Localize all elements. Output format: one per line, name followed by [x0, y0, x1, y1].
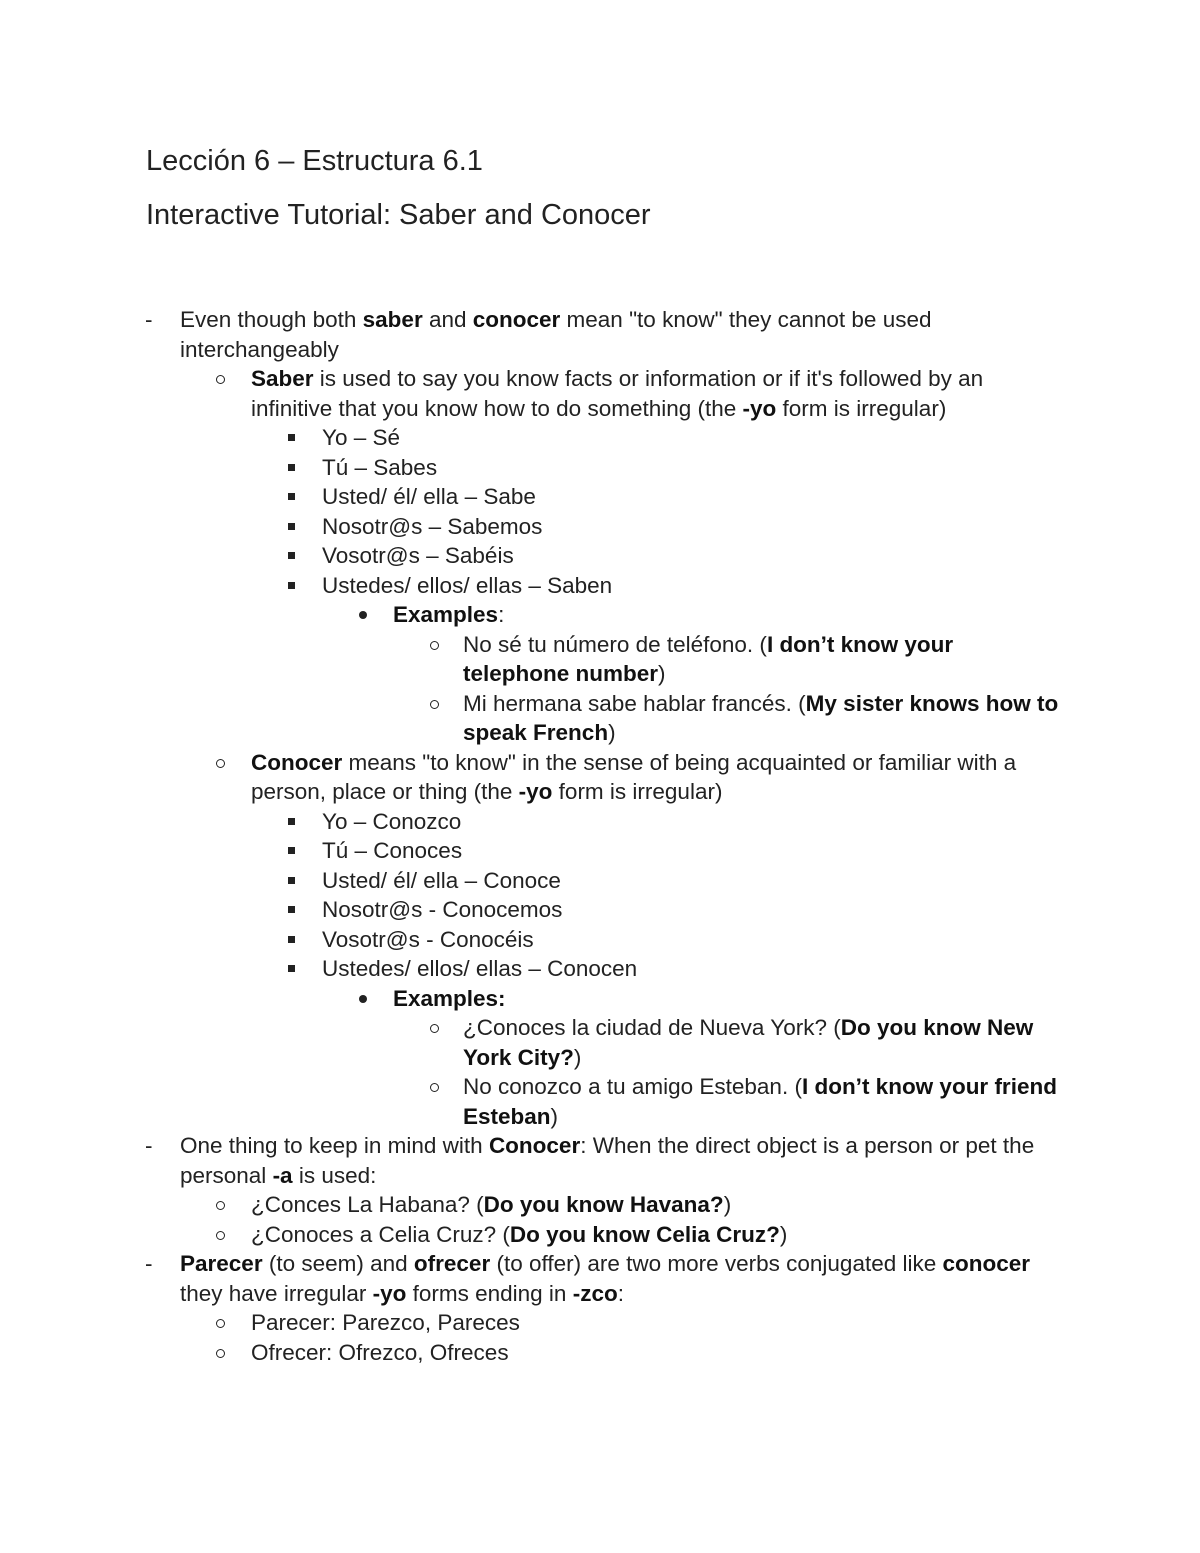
- text-run: ): [779, 1221, 788, 1247]
- list-item-text: [463, 689, 1063, 748]
- bold-text: Examples:: [393, 985, 506, 1011]
- bold-text: Conocer: [251, 749, 343, 775]
- list-item-text: [251, 1338, 1061, 1368]
- bold-text: Examples: [393, 602, 499, 627]
- list-item: [0, 482, 1200, 512]
- text-run: ): [550, 1103, 559, 1129]
- list-item: [0, 453, 1200, 483]
- text-run: Yo – Sé: [322, 425, 400, 450]
- text-run: ): [723, 1192, 732, 1217]
- text-run: Nosotr@s – Sabemos: [322, 513, 543, 539]
- circle-bullet-icon: [430, 641, 439, 650]
- square-bullet-icon: [288, 493, 295, 500]
- list-item-text: [251, 364, 1061, 423]
- text-run: : When the direct object is a person or pet the personal: [180, 1133, 1035, 1188]
- text-run: mean "to know" they cannot be used interchangeably: [180, 307, 932, 362]
- list-item: [0, 925, 1200, 955]
- text-run: (to offer) are two more verbs conjugated like: [490, 1251, 943, 1276]
- dash-bullet: -: [145, 307, 153, 332]
- text-run: :: [617, 1280, 624, 1306]
- text-run: means "to know" in the sense of being acquainted or familiar with a person, place or thing (the: [251, 749, 1017, 804]
- list-item: [0, 512, 1200, 542]
- bold-text: -a: [272, 1162, 293, 1188]
- bullet-list-level-4: [0, 1013, 1200, 1131]
- bullet-list-level-1: [0, 1190, 1200, 1249]
- list-item: [0, 748, 1200, 1132]
- text-run: One thing to keep in mind with: [180, 1133, 489, 1158]
- bullet-list-level-2: [0, 423, 1200, 748]
- square-bullet-icon: [288, 582, 295, 589]
- text-run: No conozco a tu amigo Esteban. (: [463, 1074, 802, 1099]
- list-item-text: [322, 571, 1062, 601]
- bold-text: ofrecer: [413, 1251, 491, 1276]
- text-run: No sé tu número de teléfono. (: [463, 631, 767, 657]
- square-bullet-icon: [288, 552, 295, 559]
- bold-text: My sister knows how to speak French: [463, 690, 1059, 745]
- square-bullet-icon: [288, 877, 295, 884]
- bold-text: -yo: [518, 779, 553, 804]
- list-item-text: [393, 984, 1063, 1014]
- list-item-text: [322, 954, 1062, 984]
- bullet-list-level-1: [0, 364, 1200, 1131]
- text-run: Mi hermana sabe hablar francés. (: [463, 690, 806, 716]
- bold-text: Do you know Havana?: [483, 1192, 724, 1217]
- list-item: [0, 630, 1200, 689]
- text-run: (to seem) and: [262, 1251, 414, 1276]
- bold-text: Do you know Celia Cruz?: [509, 1221, 780, 1247]
- circle-bullet-icon: [216, 1201, 225, 1210]
- text-run: they have irregular: [180, 1280, 373, 1306]
- bold-text: I don’t know your telephone number: [463, 631, 954, 686]
- text-run: Vosotr@s - Conocéis: [322, 926, 534, 952]
- bold-text: conocer: [942, 1251, 1031, 1276]
- list-item-text: [180, 1131, 1060, 1190]
- bullet-list-level-1: [0, 1308, 1200, 1367]
- list-item: [0, 807, 1200, 837]
- list-item: [0, 836, 1200, 866]
- circle-bullet-icon: [216, 1231, 225, 1240]
- list-item: [0, 600, 1200, 748]
- list-item: [0, 364, 1200, 748]
- list-item-text: [251, 748, 1061, 807]
- list-item-text: [322, 895, 1062, 925]
- bold-text: conocer: [472, 307, 561, 332]
- list-item: [0, 954, 1200, 1131]
- bullet-list-level-4: [0, 630, 1200, 748]
- list-item-text: [322, 866, 1062, 896]
- list-item: [0, 1072, 1200, 1131]
- text-run: Ustedes/ ellos/ ellas – Conocen: [322, 956, 638, 981]
- list-item-text: [251, 1190, 1061, 1220]
- bullet-list-level-3: [0, 984, 1200, 1132]
- text-run: Parecer: Parezco, Pareces: [251, 1310, 520, 1335]
- list-item-text: [180, 305, 1060, 364]
- list-item: [0, 571, 1200, 748]
- text-run: forms ending in: [406, 1280, 573, 1306]
- list-item: [0, 305, 1200, 1131]
- list-item-text: [180, 1249, 1060, 1308]
- square-bullet-icon: [288, 434, 295, 441]
- list-item-text: [393, 600, 1063, 630]
- bold-text: Do you know New York City?: [463, 1015, 1034, 1070]
- text-run: Vosotr@s – Sabéis: [322, 543, 514, 568]
- list-item: [0, 984, 1200, 1132]
- circle-bullet-icon: [216, 1319, 225, 1328]
- text-run: is used:: [292, 1162, 377, 1188]
- list-item-text: [322, 512, 1062, 542]
- list-item: [0, 1249, 1200, 1367]
- text-run: :: [498, 602, 505, 627]
- square-bullet-icon: [288, 936, 295, 943]
- circle-bullet-icon: [216, 375, 225, 384]
- text-run: and: [422, 307, 473, 332]
- circle-bullet-icon: [430, 1024, 439, 1033]
- list-item: [0, 1338, 1200, 1368]
- list-item: [0, 689, 1200, 748]
- square-bullet-icon: [288, 906, 295, 913]
- list-item: [0, 895, 1200, 925]
- list-item: [0, 1013, 1200, 1072]
- square-bullet-icon: [288, 523, 295, 530]
- text-run: Even though both: [180, 307, 363, 332]
- list-item-text: [463, 1072, 1063, 1131]
- circle-bullet-icon: [430, 700, 439, 709]
- square-bullet-icon: [288, 464, 295, 471]
- list-item-text: [251, 1308, 1061, 1338]
- bold-text: -yo: [372, 1280, 407, 1306]
- list-item: [0, 541, 1200, 571]
- dash-bullet: -: [145, 1251, 153, 1276]
- circle-bullet-icon: [430, 1083, 439, 1092]
- text-run: Yo – Conozco: [322, 808, 462, 834]
- text-run: is used to say you know facts or information or if it's followed by an infinitive that you know how to do something (the: [251, 366, 984, 421]
- disc-bullet-icon: [359, 611, 367, 619]
- text-run: Nosotr@s - Conocemos: [322, 897, 563, 922]
- list-item-text: [322, 423, 1062, 453]
- list-item: [0, 1220, 1200, 1250]
- bold-text: Conocer: [488, 1133, 581, 1158]
- notes-outline: [0, 305, 1200, 1367]
- list-item-text: [463, 630, 1063, 689]
- list-item-text: [251, 1220, 1061, 1250]
- text-run: Tú – Conoces: [322, 838, 463, 863]
- text-run: ¿Conces La Habana? (: [251, 1192, 484, 1217]
- disc-bullet-icon: [359, 995, 367, 1003]
- list-item: [0, 866, 1200, 896]
- bullet-list-level-3: [0, 600, 1200, 748]
- text-run: ): [658, 661, 666, 686]
- bullet-list-level-2: [0, 807, 1200, 1132]
- bullet-list-level-0: [0, 305, 1200, 1367]
- text-run: ): [608, 720, 616, 745]
- circle-bullet-icon: [216, 759, 225, 768]
- bold-text: -yo: [742, 395, 777, 421]
- list-item-text: [322, 453, 1062, 483]
- bold-text: -zco: [572, 1280, 618, 1306]
- text-run: Usted/ él/ ella – Conoce: [322, 867, 561, 893]
- text-run: form is irregular): [552, 779, 723, 804]
- list-item-text: [463, 1013, 1063, 1072]
- list-item-text: [322, 925, 1062, 955]
- list-item-text: [322, 807, 1062, 837]
- list-item: [0, 1190, 1200, 1220]
- square-bullet-icon: [288, 965, 295, 972]
- text-run: ): [573, 1044, 582, 1070]
- list-item-text: [322, 482, 1062, 512]
- bold-text: Saber: [251, 366, 314, 391]
- dash-bullet: -: [145, 1133, 153, 1158]
- square-bullet-icon: [288, 847, 295, 854]
- list-item: [0, 423, 1200, 453]
- list-item-text: [322, 836, 1062, 866]
- list-item-text: [322, 541, 1062, 571]
- circle-bullet-icon: [216, 1349, 225, 1358]
- text-run: ¿Conoces a Celia Cruz? (: [251, 1221, 510, 1247]
- list-item: [0, 1308, 1200, 1338]
- text-run: Tú – Sabes: [322, 454, 438, 480]
- list-item: [0, 1131, 1200, 1249]
- bold-text: I don’t know your friend Esteban: [463, 1074, 1057, 1129]
- page-title: Lección 6 – Estructura 6.1: [146, 145, 483, 177]
- text-run: ¿Conoces la ciudad de Nueva York? (: [463, 1015, 841, 1040]
- bold-text: Parecer: [180, 1251, 263, 1276]
- bold-text: saber: [362, 307, 423, 332]
- square-bullet-icon: [288, 818, 295, 825]
- text-run: Ofrecer: Ofrezco, Ofreces: [251, 1339, 509, 1365]
- text-run: form is irregular): [776, 395, 947, 421]
- text-run: Ustedes/ ellos/ ellas – Saben: [322, 572, 613, 598]
- page-subtitle: Interactive Tutorial: Saber and Conocer: [146, 199, 651, 231]
- text-run: Usted/ él/ ella – Sabe: [322, 484, 536, 509]
